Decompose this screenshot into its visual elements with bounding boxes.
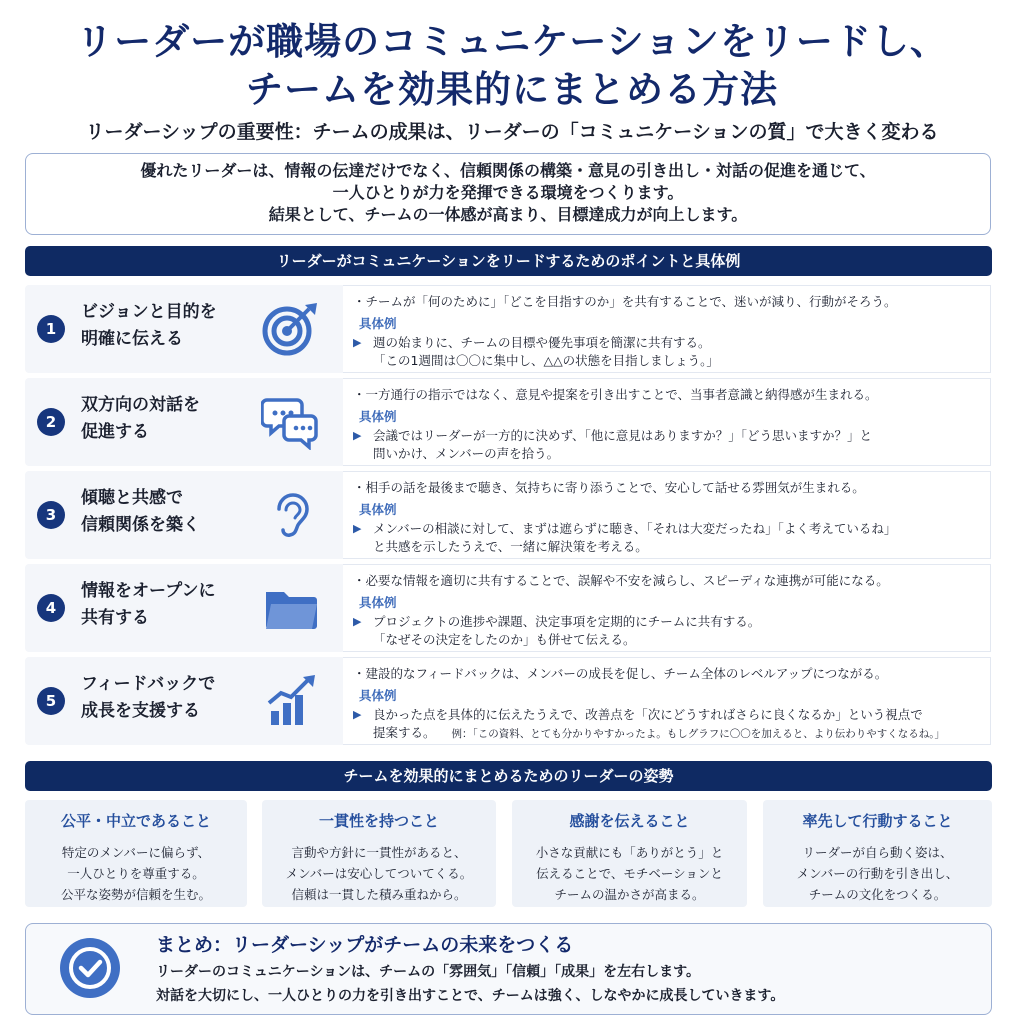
point-row-4 xyxy=(25,564,991,652)
point-row-1 xyxy=(25,285,991,373)
summary-text xyxy=(156,960,784,1008)
chat-bubbles-icon xyxy=(261,394,321,450)
example-label: 具体例 xyxy=(359,688,397,703)
example-line2: と共感を示したうえで、一緒に解決策を考える。 xyxy=(373,539,648,554)
triangle-bullet-icon: ▶ xyxy=(353,708,362,721)
example-label: 具体例 xyxy=(359,409,397,424)
page-title-line1: リーダーが職場のコミュニケーションをリードし、 xyxy=(76,20,948,63)
point-detail-3 xyxy=(343,471,991,559)
example-line2 xyxy=(373,724,990,743)
summary-line2: 対話を大切にし、一人ひとりの力を引き出すことで、チームは強く、しなやかに成長していきます。 xyxy=(156,988,785,1004)
point-title xyxy=(81,671,251,725)
example-line2-quote: 例：「この資料、とても分かりやすかったよ。もしグラフに〇〇を加えると、より伝わりやすくなるね。」 xyxy=(451,728,945,740)
point-left-2 xyxy=(25,378,343,466)
example-line2: 問いかけ、メンバーの声を拾う。 xyxy=(373,446,560,461)
point-number-badge: 2 xyxy=(37,408,65,436)
point-detail-2 xyxy=(343,378,991,466)
example-text xyxy=(353,706,990,743)
attitude-text xyxy=(512,842,747,905)
attitude-card-fairness xyxy=(25,800,247,907)
ear-icon xyxy=(261,487,321,543)
point-left-1 xyxy=(25,285,343,373)
point-number-badge: 3 xyxy=(37,501,65,529)
example-line2-main: 提案する。 xyxy=(373,725,436,740)
example-line1: メンバーの相談に対して、まずは遮らずに聴き、「それは大変だったね」「よく考えているね」 xyxy=(373,521,897,536)
example-line2: 「なぜその決定をしたのか」も併せて伝える。 xyxy=(373,632,636,647)
summary-line1: リーダーのコミュニケーションは、チームの「雰囲気」「信頼」「成果」を左右します。 xyxy=(156,964,701,980)
target-icon xyxy=(261,301,321,357)
example-line1: 良かった点を具体的に伝えたうえで、改善点を「次にどうすればさらに良くなるか」という視点で xyxy=(373,707,923,722)
page-title xyxy=(0,18,1024,114)
points-section-header: リーダーがコミュニケーションをリードするためのポイントと具体例 xyxy=(25,246,992,276)
triangle-bullet-icon: ▶ xyxy=(353,336,362,349)
check-circle-icon xyxy=(58,936,122,1000)
example-label: 具体例 xyxy=(359,502,397,517)
attitude-title: 率先して行動すること xyxy=(802,812,953,830)
example-text xyxy=(353,334,990,370)
point-title-line2: 促進する xyxy=(81,422,149,442)
attitude-line2: 伝えることで、モチベーションと xyxy=(536,866,723,881)
point-number-badge: 4 xyxy=(37,594,65,622)
point-description: ・一方通行の指示ではなく、意見や提案を引き出すことで、当事者意識と納得感が生まれる。 xyxy=(353,387,878,402)
intro-line1: 優れたリーダーは、情報の伝達だけでなく、信頼関係の構築・意見の引き出し・対話の促進を通じて、 xyxy=(140,161,876,180)
example-line1: 会議ではリーダーが一方的に決めず、「他に意見はありますか？」「どう思いますか？」と xyxy=(373,428,873,443)
point-description: ・必要な情報を適切に共有することで、誤解や不安を減らし、スピーディな連携が可能になる。 xyxy=(353,573,889,588)
point-number-badge: 1 xyxy=(37,315,65,343)
attitude-line3: チームの温かさが高まる。 xyxy=(554,887,705,902)
example-label: 具体例 xyxy=(359,316,397,331)
attitude-text xyxy=(763,842,992,905)
point-row-2 xyxy=(25,378,991,466)
attitude-line1: リーダーが自ら動く姿は、 xyxy=(802,845,953,860)
example-line2: 「この1週間は〇〇に集中し、△△の状態を目指しましょう。」 xyxy=(373,353,719,368)
triangle-bullet-icon: ▶ xyxy=(353,522,362,535)
point-description: ・相手の話を最後まで聴き、気持ちに寄り添うことで、安心して話せる雰囲気が生まれる。 xyxy=(353,480,865,495)
summary-box xyxy=(25,923,992,1015)
point-title-line1: 傾聴と共感で xyxy=(81,488,183,508)
folder-icon xyxy=(261,580,321,636)
attitude-line1: 言動や方針に一貫性があると、 xyxy=(291,845,467,860)
example-text xyxy=(353,613,990,649)
attitude-line1: 特定のメンバーに偏らず、 xyxy=(61,845,211,860)
attitude-title: 感謝を伝えること xyxy=(569,812,690,830)
point-detail-4 xyxy=(343,564,991,652)
intro-line3: 結果として、チームの一体感が高まり、目標達成力が向上します。 xyxy=(268,205,748,224)
point-title xyxy=(81,485,251,539)
attitude-line2: メンバーの行動を引き出し、 xyxy=(796,866,959,881)
attitude-text xyxy=(25,842,247,905)
example-line1: プロジェクトの進捗や課題、決定事項を定期的にチームに共有する。 xyxy=(373,614,761,629)
point-row-5 xyxy=(25,657,991,745)
attitude-line2: メンバーは安心してついてくる。 xyxy=(285,866,473,881)
point-title-line1: 双方向の対話を xyxy=(81,395,200,415)
attitudes-section-header: チームを効果的にまとめるためのリーダーの姿勢 xyxy=(25,761,992,791)
page-subtitle: リーダーシップの重要性：チームの成果は、リーダーの「コミュニケーションの質」で大きく変わる xyxy=(85,121,939,143)
point-detail-1 xyxy=(343,285,991,373)
point-description: ・建設的なフィードバックは、メンバーの成長を促し、チーム全体のレベルアップにつながる。 xyxy=(353,666,888,681)
point-row-3 xyxy=(25,471,991,559)
point-detail-5 xyxy=(343,657,991,745)
example-label: 具体例 xyxy=(359,595,397,610)
point-title-line2: 成長を支援する xyxy=(81,701,200,721)
attitude-text xyxy=(262,842,496,905)
attitude-line3: 信頼は一貫した積み重ねから。 xyxy=(291,887,467,902)
example-text xyxy=(353,520,990,556)
summary-title: まとめ：リーダーシップがチームの未来をつくる xyxy=(156,934,574,956)
point-title xyxy=(81,392,251,446)
attitude-card-consistency xyxy=(262,800,496,907)
point-title-line2: 明確に伝える xyxy=(81,329,183,349)
point-title xyxy=(81,578,251,632)
intro-box xyxy=(25,153,991,235)
point-title-line2: 信頼関係を築く xyxy=(81,515,200,535)
point-number-badge: 5 xyxy=(37,687,65,715)
attitude-card-initiative xyxy=(763,800,992,907)
attitude-line3: チームの文化をつくる。 xyxy=(808,887,947,902)
triangle-bullet-icon: ▶ xyxy=(353,615,362,628)
growth-chart-icon xyxy=(261,673,321,729)
point-description: ・チームが「何のために」「どこを目指すのか」を共有することで、迷いが減り、行動がそろう。 xyxy=(353,294,897,309)
point-title-line1: ビジョンと目的を xyxy=(81,302,217,322)
attitude-line1: 小さな貢献にも「ありがとう」と xyxy=(535,845,724,860)
point-title-line1: 情報をオープンに xyxy=(81,581,216,601)
example-text xyxy=(353,427,990,463)
attitude-title: 一貫性を持つこと xyxy=(318,812,439,830)
intro-line2: 一人ひとりが力を発揮できる環境をつくります。 xyxy=(332,183,684,202)
point-left-4 xyxy=(25,564,343,652)
page-title-line2: チームを効果的にまとめる方法 xyxy=(246,68,778,111)
attitude-card-gratitude xyxy=(512,800,747,907)
point-title-line2: 共有する xyxy=(81,608,149,628)
attitude-title: 公平・中立であること xyxy=(60,812,211,830)
attitude-line3: 公平な姿勢が信頼を生む。 xyxy=(60,887,211,902)
triangle-bullet-icon: ▶ xyxy=(353,429,362,442)
attitude-line2: 一人ひとりを尊重する。 xyxy=(67,866,205,881)
example-line1: 週の始まりに、チームの目標や優先事項を簡潔に共有する。 xyxy=(373,335,711,350)
point-title-line1: フィードバックで xyxy=(81,674,216,694)
point-left-5 xyxy=(25,657,343,745)
point-title xyxy=(81,299,251,353)
point-left-3 xyxy=(25,471,343,559)
